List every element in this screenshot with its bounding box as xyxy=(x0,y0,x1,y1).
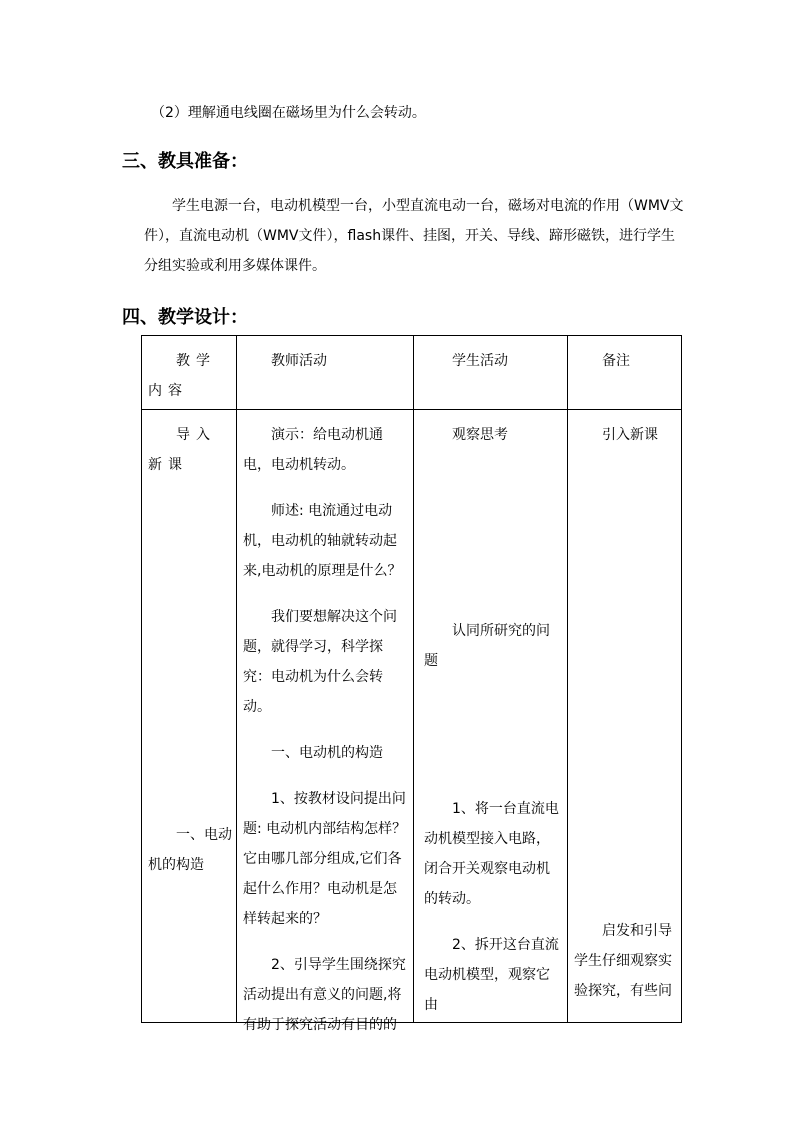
objective-2: （2）理解通电线圈在磁场里为什么会转动。 xyxy=(151,105,426,121)
teacher-item: 2、引导学生围绕探究活动提出有意义的问题,将有助于探究活动有目的的 xyxy=(243,957,406,1033)
section-3-body-text: 学生电源一台，电动机模型一台，小型直流电动一台，磁场对电流的作用（WMV文件），直流电动机（WMV文件），flash课件、挂图，开关、导线、蹄形磁铁，进行学生分组实验或利用多媒体课件。 xyxy=(144,198,684,274)
student-item: 认同所研究的问题 xyxy=(424,623,550,669)
header-notes: 备注 xyxy=(568,336,682,410)
student-item: 观察思考 xyxy=(452,427,508,443)
table-row xyxy=(142,410,682,1023)
section-3-title: 三、教具准备： xyxy=(122,151,248,172)
student-item: 2、拆开这台直流电动机模型，观察它由 xyxy=(424,937,559,1013)
notes-cell xyxy=(568,410,682,1023)
teacher-item: 我们要想解决这个问题，就得学习，科学探究：电动机为什么会转动。 xyxy=(243,609,397,715)
header-student: 学生活动 xyxy=(414,336,568,410)
content-item: 导入新课 xyxy=(148,427,216,473)
header-content: 教学内容 xyxy=(142,336,237,410)
notes-item: 启发和引导学生仔细观察实验探究，有些问 xyxy=(574,923,672,999)
notes-item: 引入新课 xyxy=(602,427,658,443)
table-header-row xyxy=(142,336,682,410)
student-cell xyxy=(414,410,568,1023)
student-item: 1、将一台直流电动机模型接入电路，闭合开关观察电动机的转动。 xyxy=(424,801,559,907)
teacher-item: 师述: 电流通过电动机，电动机的轴就转动起来,电动机的原理是什么？ xyxy=(243,503,402,579)
teacher-item: 1、按教材设问提出问题: 电动机内部结构怎样？它由哪几部分组成,它们各起什么作用？电动机是怎样转起来的？ xyxy=(243,791,407,927)
section-3-body xyxy=(144,191,684,281)
teaching-design-table xyxy=(141,335,682,1033)
header-teacher: 教师活动 xyxy=(237,336,414,410)
teacher-item: 一、电动机的构造 xyxy=(271,745,383,761)
teacher-cell xyxy=(237,410,414,1033)
teacher-item: 演示：给电动机通电，电动机转动。 xyxy=(243,427,383,473)
content-cell xyxy=(142,410,237,1023)
section-4-title: 四、教学设计： xyxy=(122,307,248,328)
content-item: 一、电动机的构造 xyxy=(148,827,232,873)
